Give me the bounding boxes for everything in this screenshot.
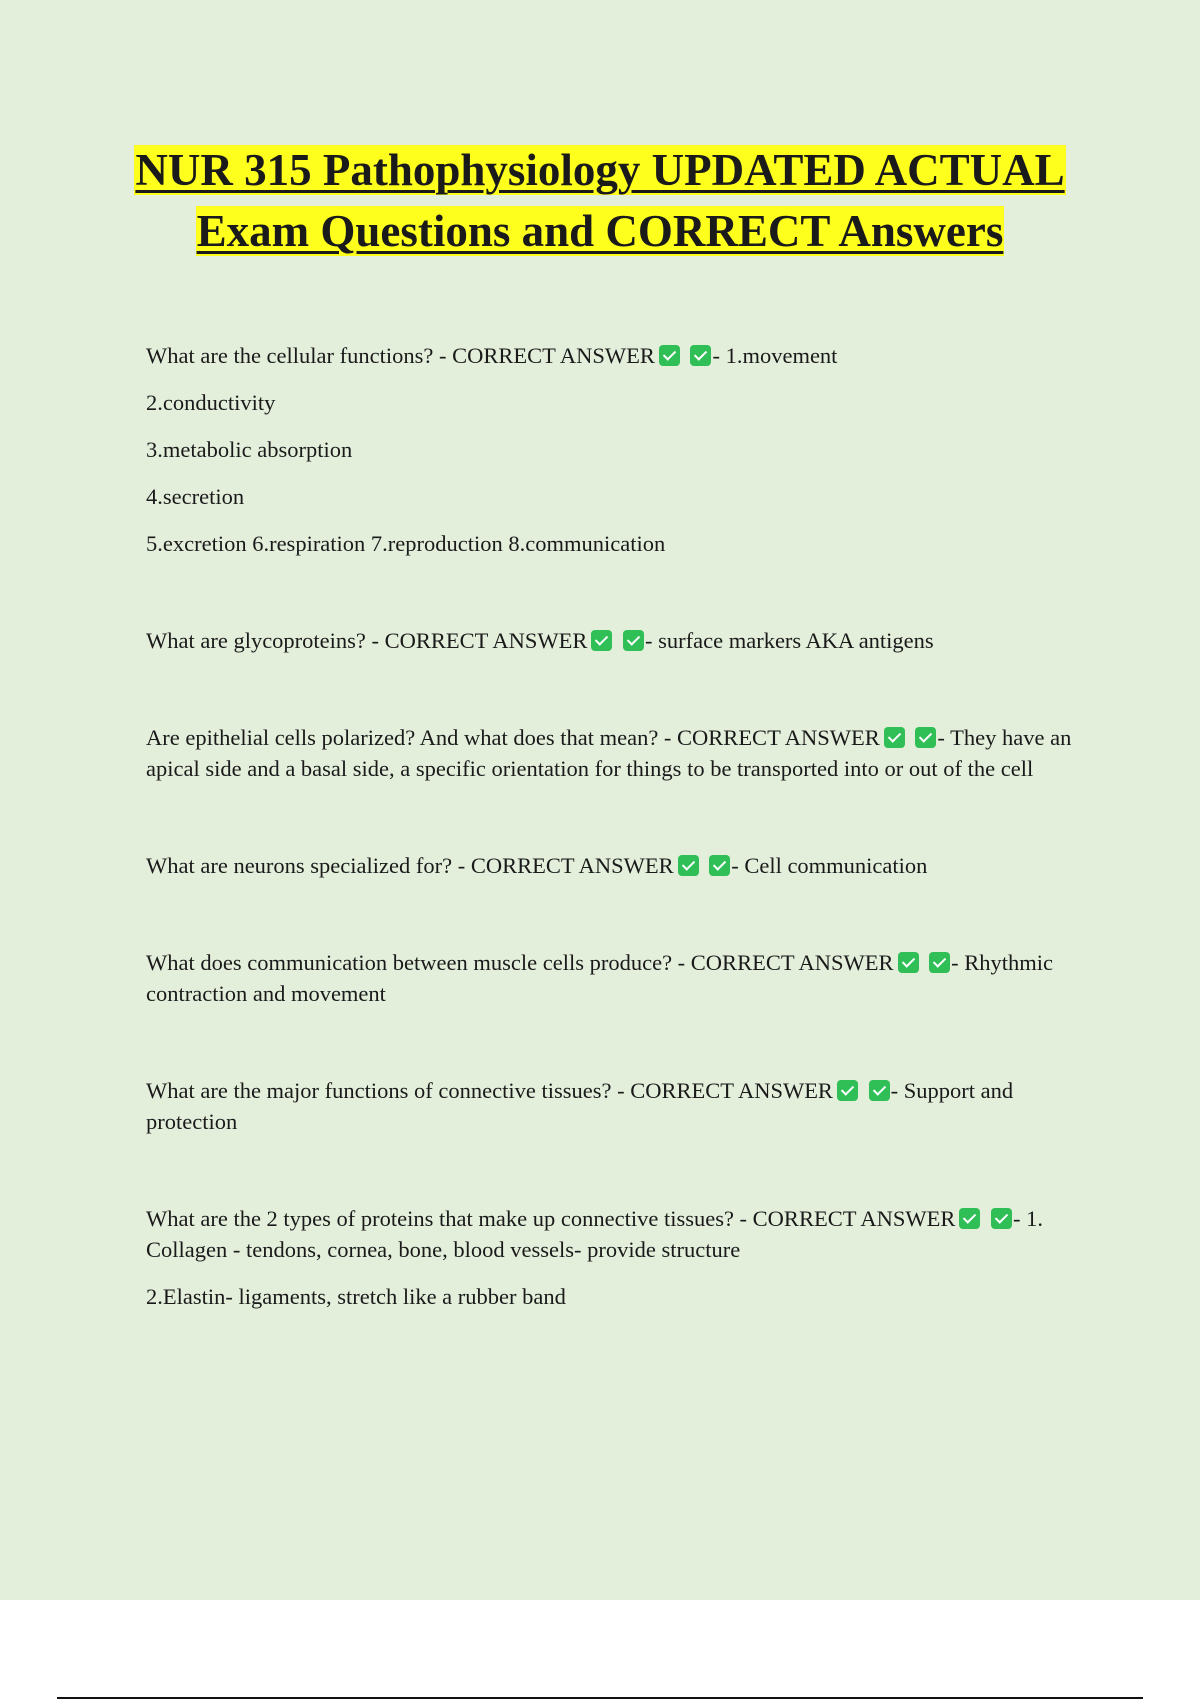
answer-text: - Rhythmic contraction and movement — [146, 950, 1054, 1006]
answer-line: 2.Elastin- ligaments, stretch like a rubber band — [146, 1284, 566, 1309]
green-check-icon — [959, 1208, 980, 1229]
green-check-icon — [659, 345, 680, 366]
answer-line: 4.secretion — [146, 484, 245, 509]
green-check-icon — [837, 1080, 858, 1101]
qa-item — [146, 850, 1086, 881]
answer-line: 2.conductivity — [146, 390, 276, 415]
green-check-icon — [623, 630, 644, 651]
qa-item — [146, 340, 1086, 559]
qa-question-line — [146, 340, 1086, 371]
answer-text: - They have an apical side and a basal side, a specific orientation for things to be transported into or out of the cell — [146, 725, 1072, 781]
answer-text: - Support and protection — [146, 1078, 1014, 1134]
question-text: What does communication between muscle cells produce? - CORRECT ANSWER — [146, 950, 894, 975]
green-check-icon — [678, 855, 699, 876]
question-text: What are the cellular functions? - CORRECT ANSWER — [146, 343, 655, 368]
question-text: What are neurons specialized for? - CORRECT ANSWER — [146, 853, 674, 878]
green-check-icon — [929, 952, 950, 973]
answer-text: - surface markers AKA antigens — [645, 628, 934, 653]
qa-question-line — [146, 625, 1086, 656]
question-text: Are epithelial cells polarized? And what does that mean? - CORRECT ANSWER — [146, 725, 880, 750]
qa-question-line — [146, 1075, 1086, 1137]
green-check-icon — [690, 345, 711, 366]
footer-rule — [57, 1697, 1143, 1699]
qa-item — [146, 1203, 1086, 1312]
green-check-icon — [884, 727, 905, 748]
question-text: What are the 2 types of proteins that make up connective tissues? - CORRECT ANSWER — [146, 1206, 956, 1231]
qa-question-line — [146, 722, 1086, 784]
green-check-icon — [709, 855, 730, 876]
qa-item — [146, 947, 1086, 1009]
question-text: What are the major functions of connective tissues? - CORRECT ANSWER — [146, 1078, 833, 1103]
green-check-icon — [915, 727, 936, 748]
answer-text: - Cell communication — [731, 853, 928, 878]
qa-item — [146, 722, 1086, 784]
green-check-icon — [869, 1080, 890, 1101]
qa-item — [146, 625, 1086, 656]
document-title-text: NUR 315 Pathophysiology UPDATED ACTUAL Exam Questions and CORRECT Answers — [135, 145, 1065, 256]
answer-line: 3.metabolic absorption — [146, 437, 353, 462]
qa-question-line — [146, 850, 1086, 881]
qa-question-line — [146, 947, 1086, 1009]
answer-text: - 1.movement — [712, 343, 838, 368]
qa-item — [146, 1075, 1086, 1137]
qa-list — [146, 340, 1086, 1378]
green-check-icon — [591, 630, 612, 651]
answer-line: 5.excretion 6.respiration 7.reproduction 8.communication — [146, 531, 666, 556]
green-check-icon — [898, 952, 919, 973]
green-check-icon — [991, 1208, 1012, 1229]
question-text: What are glycoproteins? - CORRECT ANSWER — [146, 628, 588, 653]
document-title — [100, 140, 1100, 262]
qa-question-line — [146, 1203, 1086, 1265]
answer-text: - 1. Collagen - tendons, cornea, bone, blood vessels- provide structure — [146, 1206, 1044, 1262]
